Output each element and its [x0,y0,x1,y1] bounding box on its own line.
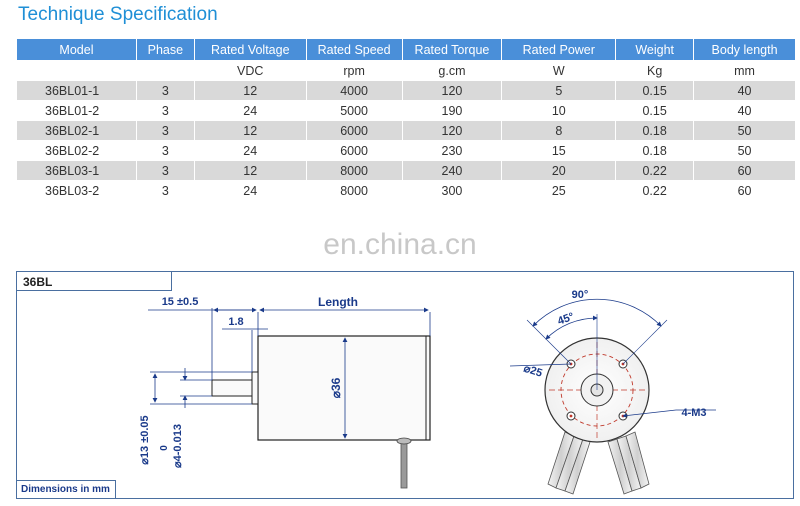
cell-speed: 8000 [306,181,402,201]
dim-holes: 4-M3 [681,407,707,419]
cell-torque: 230 [402,141,502,161]
dim-angle-45: 45° [556,310,576,328]
wire-bundle-right [608,432,649,494]
cell-phase: 3 [136,141,194,161]
cell-speed: 8000 [306,161,402,181]
col-header-body-length: Body length [694,39,796,61]
cell-voltage: 24 [194,141,306,161]
cell-power: 15 [502,141,616,161]
cell-speed: 4000 [306,81,402,101]
cell-power: 5 [502,81,616,101]
unit-cell: g.cm [402,61,502,81]
cell-body-length: 50 [694,141,796,161]
side-view [139,295,430,488]
motor-body [258,336,430,440]
cell-model: 36BL02-1 [17,121,137,141]
wire-bundle-left [548,432,590,494]
cell-weight: 0.18 [616,121,694,141]
col-header-power: Rated Power [502,39,616,61]
cell-body-length: 60 [694,161,796,181]
cell-model: 36BL03-2 [17,181,137,201]
cell-weight: 0.18 [616,141,694,161]
col-header-speed: Rated Speed [306,39,402,61]
cell-body-length: 40 [694,101,796,121]
cell-power: 20 [502,161,616,181]
motor-shaft [212,380,252,396]
lead-grommet [397,438,411,444]
cell-torque: 300 [402,181,502,201]
cell-model: 36BL03-1 [17,161,137,181]
dim-length: Length [318,295,358,309]
dim-boss-diameter: ⌀13 ±0.05 [139,415,151,465]
cell-model: 36BL01-2 [17,101,137,121]
cell-body-length: 60 [694,181,796,201]
dim-shaft-tol-top: 0 [159,445,170,451]
cell-voltage: 12 [194,81,306,101]
front-view [510,289,716,494]
cell-torque: 120 [402,121,502,141]
drawing-model-label: 36BL [16,271,172,291]
dim-angle-90: 90° [571,289,589,301]
col-header-voltage: Rated Voltage [194,39,306,61]
cell-voltage: 12 [194,121,306,141]
cell-body-length: 40 [694,81,796,101]
cell-phase: 3 [136,101,194,121]
col-header-weight: Weight [616,39,694,61]
cell-speed: 6000 [306,141,402,161]
unit-cell: VDC [194,61,306,81]
cell-weight: 0.22 [616,161,694,181]
cell-torque: 240 [402,161,502,181]
cell-weight: 0.15 [616,101,694,121]
dim-flange: 1.8 [228,316,244,328]
cell-power: 25 [502,181,616,201]
cell-torque: 190 [402,101,502,121]
col-header-model: Model [17,39,137,61]
cell-voltage: 24 [194,181,306,201]
col-header-torque: Rated Torque [402,39,502,61]
dim-shaft-extension: 15 ±0.5 [161,296,199,308]
cell-power: 8 [502,121,616,141]
cell-phase: 3 [136,81,194,101]
cell-body-length: 50 [694,121,796,141]
cell-phase: 3 [136,181,194,201]
motor-boss [252,372,258,404]
cell-speed: 5000 [306,101,402,121]
unit-cell: Kg [616,61,694,81]
watermark: en.china.cn [323,228,477,261]
dim-pcd: ⌀25 [522,362,544,380]
unit-cell: rpm [306,61,402,81]
dim-shaft-diameter: ⌀4-0.013 [172,424,184,468]
lead-wire [401,440,407,488]
cell-voltage: 12 [194,161,306,181]
cell-power: 10 [502,101,616,121]
cell-phase: 3 [136,121,194,141]
unit-cell: mm [694,61,796,81]
cell-torque: 120 [402,81,502,101]
cell-model: 36BL01-1 [17,81,137,101]
cell-weight: 0.22 [616,181,694,201]
cell-weight: 0.15 [616,81,694,101]
cell-phase: 3 [136,161,194,181]
unit-cell: W [502,61,616,81]
page-title: Technique Specification [18,4,218,25]
dim-body-diameter: ⌀36 [329,377,343,399]
cell-voltage: 24 [194,101,306,121]
dimensions-note: Dimensions in mm [16,480,116,499]
cell-speed: 6000 [306,121,402,141]
col-header-phase: Phase [136,39,194,61]
cell-model: 36BL02-2 [17,141,137,161]
